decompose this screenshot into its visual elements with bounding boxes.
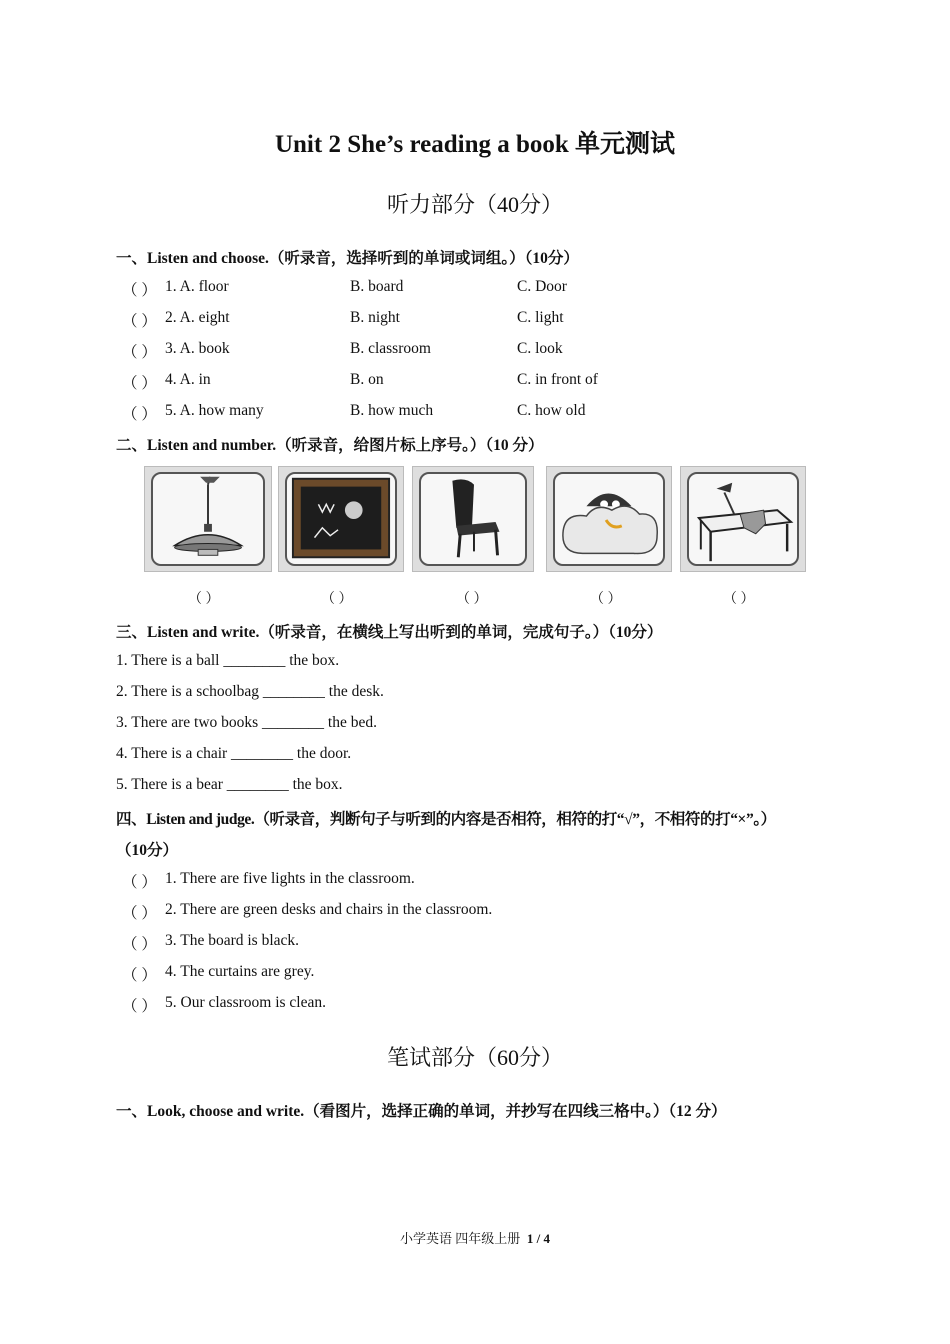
part1-heading: 一、Listen and choose.（听录音，选择听到的单词或词组。）（10分） [116,250,579,267]
answer-bracket[interactable]: （ ） [122,375,157,392]
fill-in-sentence: 3. There are two books ________ the bed. [116,714,378,731]
option-c: C. light [517,309,564,326]
page-total: 4 [543,1231,550,1246]
option-c: C. Door [517,278,567,295]
option-a: 1. A. floor [165,278,229,295]
option-a: 5. A. how many [165,402,264,419]
option-b: B. night [350,309,400,326]
judge-statement: 4. The curtains are grey. [165,963,315,980]
picture-bracket[interactable]: （ ） [188,592,220,607]
curtain-picture [546,466,672,572]
answer-bracket[interactable]: （ ） [122,313,157,330]
option-b: B. classroom [350,340,431,357]
judge-statement: 1. There are five lights in the classroom. [165,870,415,887]
part3-heading: 三、Listen and write.（听录音，在横线上写出听到的单词，完成句子。）（10分） [116,624,663,641]
judge-bracket[interactable]: （ ） [122,874,157,891]
answer-bracket[interactable]: （ ） [122,344,157,361]
judge-bracket[interactable]: （ ） [122,936,157,953]
fill-in-sentence: 4. There is a chair ________ the door. [116,745,352,762]
desk-icon [681,467,805,571]
option-a: 4. A. in [165,371,211,388]
judge-statement: 5. Our classroom is clean. [165,994,326,1011]
listening-section-header: 听力部分（40分） [386,192,563,217]
judge-statement: 2. There are green desks and chairs in the classroom. [165,901,493,918]
chair-icon [413,467,533,571]
option-b: B. on [350,371,384,388]
option-c: C. in front of [517,371,598,388]
answer-bracket[interactable]: （ ） [122,282,157,299]
part2-heading: 二、Listen and number.（听录音，给图片标上序号。）（10 分） [116,437,544,454]
fill-in-sentence: 5. There is a bear ________ the box. [116,776,343,793]
option-b: B. how much [350,402,434,419]
part5-heading: 一、Look, choose and write.（看图片，选择正确的单词，并抄写在四线三格中。）（12 分） [116,1103,727,1120]
part4-score: （10分） [116,842,179,859]
writing-section-header: 笔试部分（60分） [386,1045,563,1070]
footer-label: 小学英语 四年级上册 [400,1231,521,1246]
fill-in-sentence: 1. There is a ball ________ the box. [116,652,340,669]
part4-heading: 四、Listen and judge.（听录音，判断句子与听到的内容是否相符，相符的打“√”，不相符的打“×”。） [116,811,776,828]
option-c: C. how old [517,402,586,419]
picture-bracket[interactable]: （ ） [456,592,488,607]
picture-bracket[interactable]: （ ） [590,592,622,607]
picture-bracket[interactable]: （ ） [321,592,353,607]
page-footer [0,1228,950,1247]
judge-bracket[interactable]: （ ） [122,905,157,922]
fill-in-sentence: 2. There is a schoolbag ________ the desk. [116,683,384,700]
lamp-icon [145,467,271,571]
option-c: C. look [517,340,563,357]
blackboard-picture [278,466,404,572]
desk-picture [680,466,806,572]
option-b: B. board [350,278,404,295]
answer-bracket[interactable]: （ ） [122,406,157,423]
lamp-picture [144,466,272,572]
option-a: 2. A. eight [165,309,230,326]
option-a: 3. A. book [165,340,230,357]
judge-bracket[interactable]: （ ） [122,998,157,1015]
chair-picture [412,466,534,572]
page-separator: / [536,1231,541,1246]
judge-statement: 3. The board is black. [165,932,300,949]
picture-bracket[interactable]: （ ） [723,592,755,607]
page-title: Unit 2 She’s reading a book 单元测试 [274,131,676,158]
page-number: 1 [526,1231,534,1246]
blackboard-icon [279,467,403,571]
curtain-icon [547,467,671,571]
judge-bracket[interactable]: （ ） [122,967,157,984]
